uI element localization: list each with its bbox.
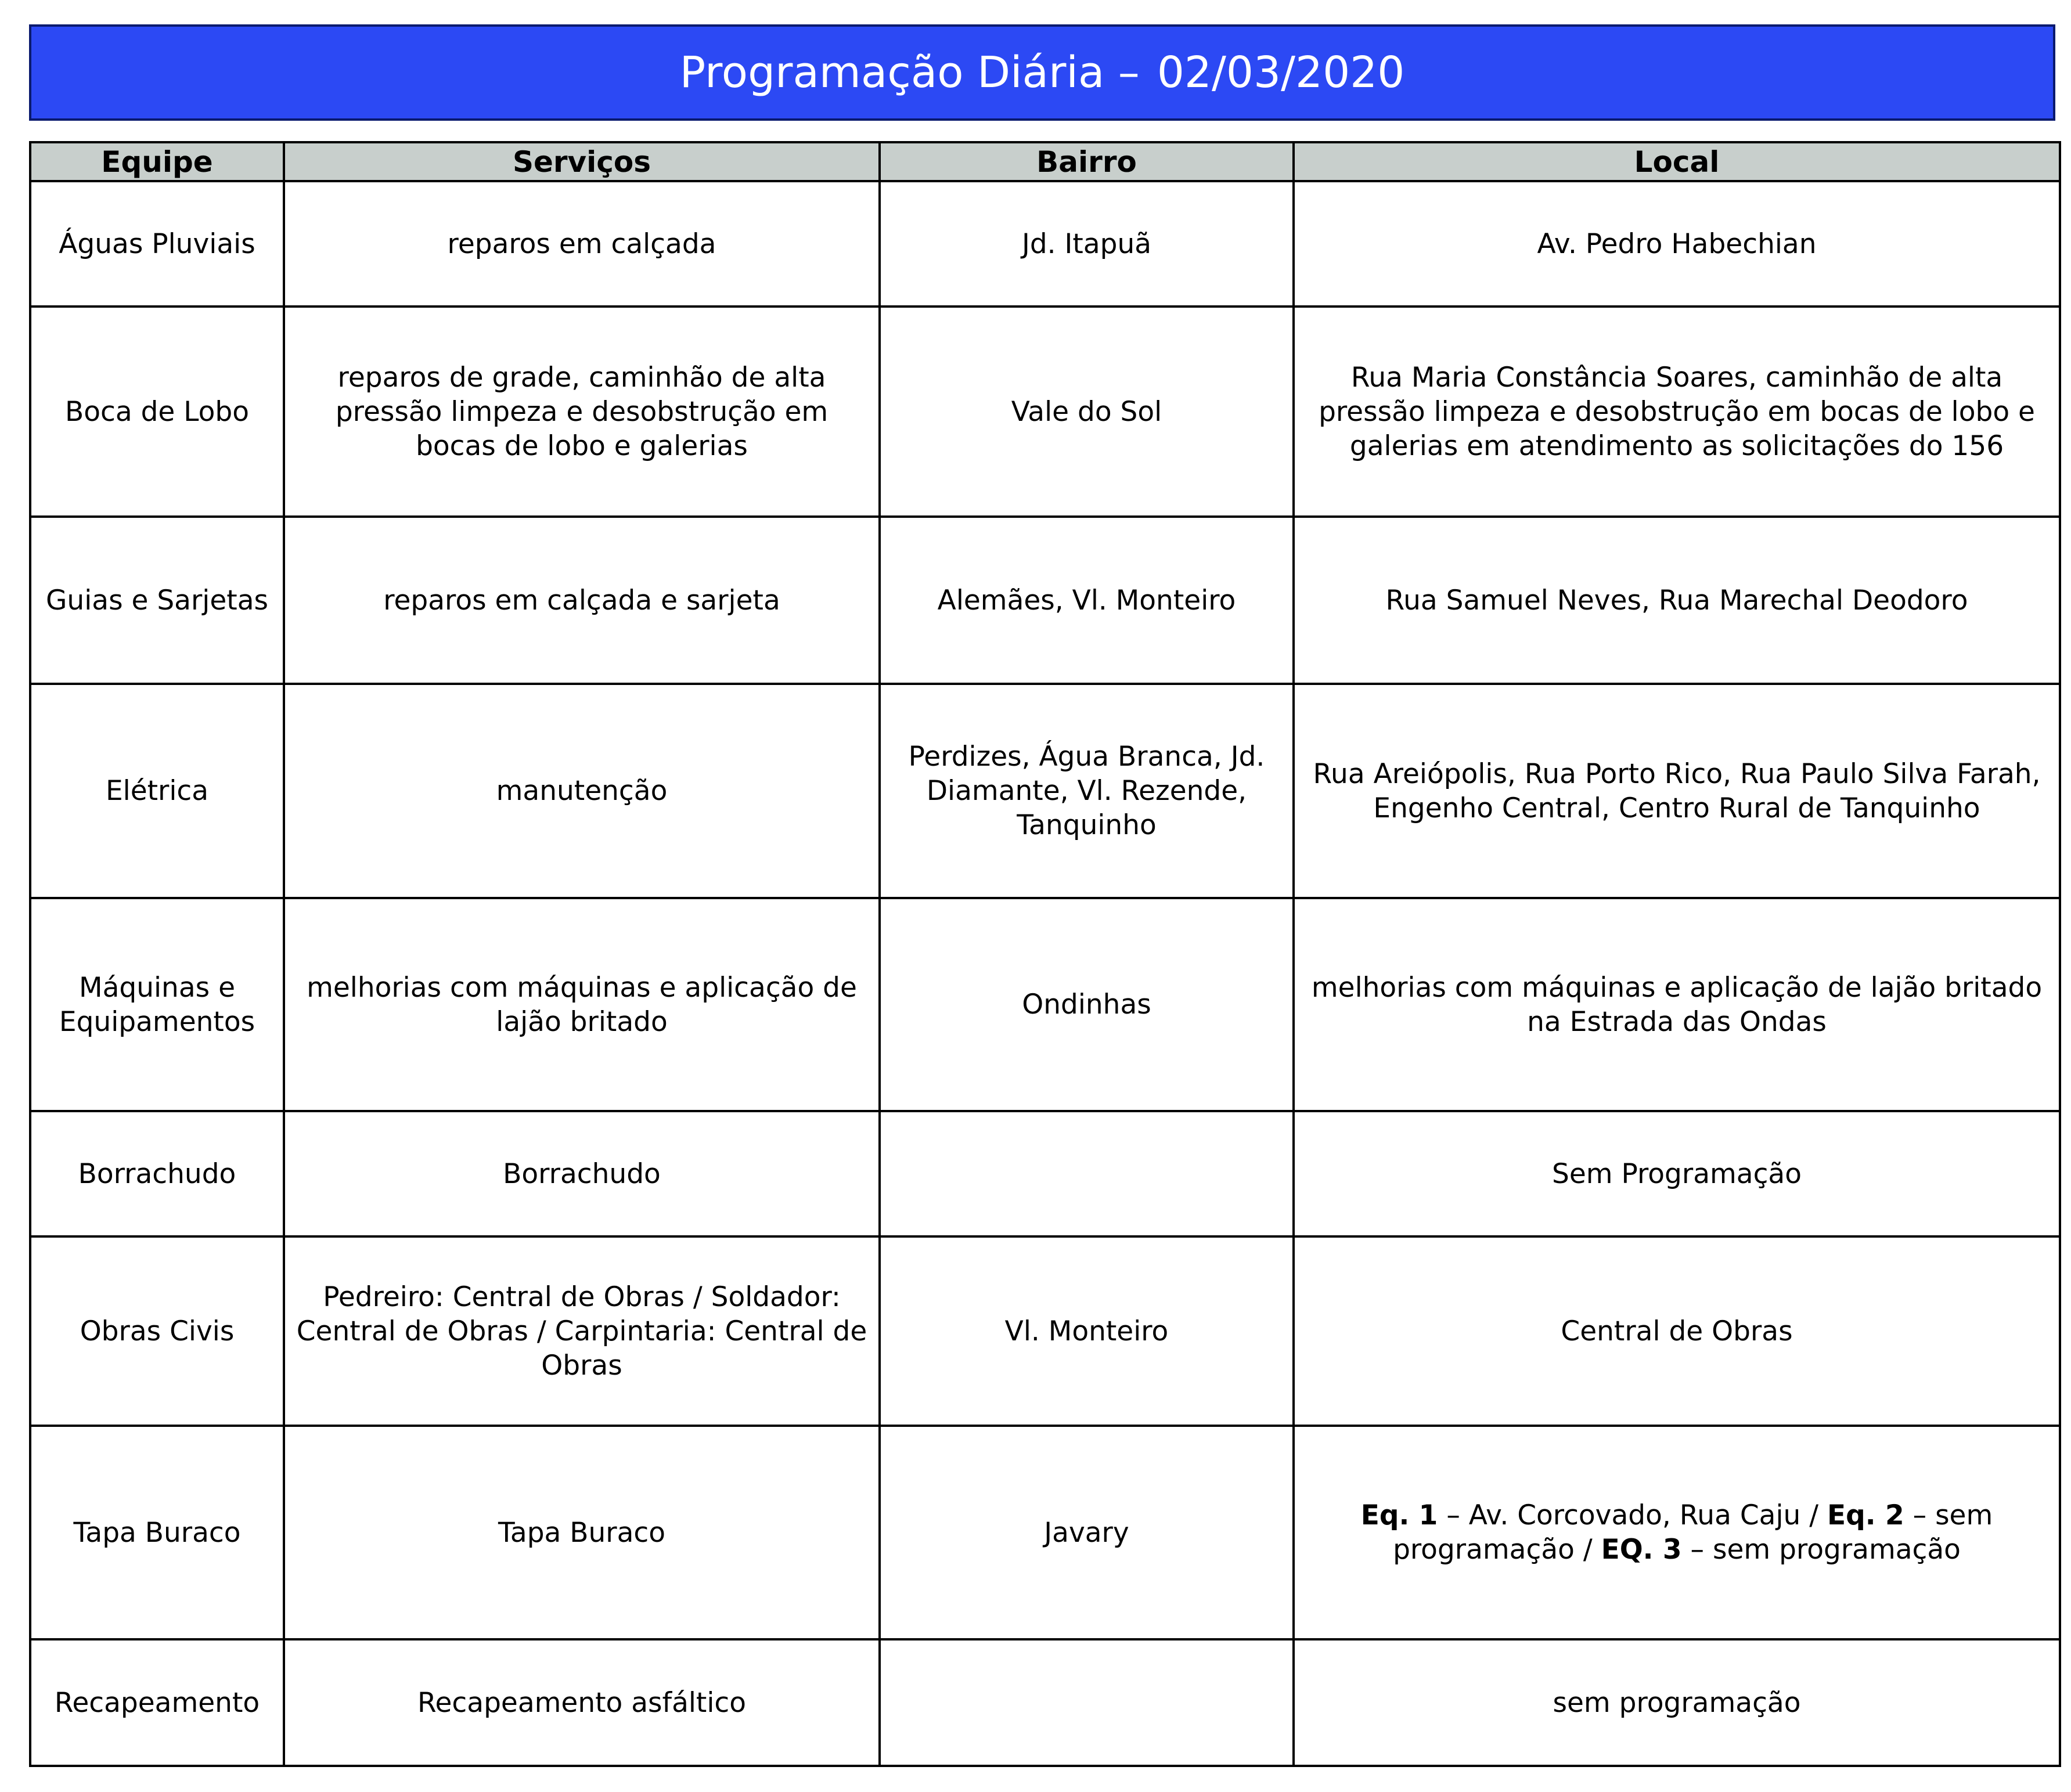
page-title: Programação Diária – [679, 48, 1140, 98]
cell-bairro [880, 1639, 1294, 1766]
table-row [30, 307, 2060, 517]
schedule-table [29, 141, 2061, 1767]
team-3-label: EQ. 3 [1601, 1534, 1682, 1566]
cell-servicos: manutenção [284, 684, 880, 898]
cell-servicos: reparos de grade, caminhão de alta pressão limpeza e desobstrução em bocas de lobo e galerias [284, 307, 880, 517]
column-header-servicos: Serviços [284, 142, 880, 181]
cell-equipe: Guias e Sarjetas [30, 517, 284, 684]
cell-local [1294, 1426, 2060, 1639]
cell-equipe: Recapeamento [30, 1639, 284, 1766]
cell-local: Rua Samuel Neves, Rua Marechal Deodoro [1294, 517, 2060, 684]
cell-servicos: melhorias com máquinas e aplicação de lajão britado [284, 898, 880, 1111]
table-row [30, 1236, 2060, 1426]
table-row [30, 684, 2060, 898]
cell-local: Sem Programação [1294, 1111, 2060, 1236]
table-row [30, 1111, 2060, 1236]
table-header-row [30, 142, 2060, 181]
cell-local: Rua Maria Constância Soares, caminhão de alta pressão limpeza e desobstrução em bocas de lobo e galerias em atendimento as solicitações do 156 [1294, 307, 2060, 517]
cell-equipe: Borrachudo [30, 1111, 284, 1236]
cell-equipe: Tapa Buraco [30, 1426, 284, 1639]
cell-bairro: Ondinhas [880, 898, 1294, 1111]
cell-equipe: Máquinas e Equipamentos [30, 898, 284, 1111]
cell-bairro: Jd. Itapuã [880, 181, 1294, 307]
team-3-text: – sem programação [1681, 1534, 1961, 1566]
cell-servicos: reparos em calçada e sarjeta [284, 517, 880, 684]
page-title-bar [29, 24, 2055, 121]
cell-servicos: reparos em calçada [284, 181, 880, 307]
cell-equipe: Boca de Lobo [30, 307, 284, 517]
cell-servicos: Borrachudo [284, 1111, 880, 1236]
cell-equipe: Águas Pluviais [30, 181, 284, 307]
cell-equipe: Elétrica [30, 684, 284, 898]
table-row [30, 1639, 2060, 1766]
column-header-bairro: Bairro [880, 142, 1294, 181]
cell-bairro: Perdizes, Água Branca, Jd. Diamante, Vl. Rezende, Tanquinho [880, 684, 1294, 898]
team-2-label: Eq. 2 [1827, 1499, 1904, 1531]
cell-local: Av. Pedro Habechian [1294, 181, 2060, 307]
schedule-date: 02/03/2020 [1157, 48, 1405, 98]
table-row [30, 1426, 2060, 1639]
cell-bairro: Vale do Sol [880, 307, 1294, 517]
cell-servicos: Tapa Buraco [284, 1426, 880, 1639]
cell-bairro: Vl. Monteiro [880, 1236, 1294, 1426]
cell-bairro: Javary [880, 1426, 1294, 1639]
team-2-text: – sem programação / [1393, 1499, 1993, 1566]
cell-local: Central de Obras [1294, 1236, 2060, 1426]
column-header-local: Local [1294, 142, 2060, 181]
cell-local: melhorias com máquinas e aplicação de lajão britado na Estrada das Ondas [1294, 898, 2060, 1111]
table-row [30, 517, 2060, 684]
team-1-label: Eq. 1 [1360, 1499, 1438, 1531]
table-row [30, 181, 2060, 307]
column-header-equipe: Equipe [30, 142, 284, 181]
cell-servicos: Recapeamento asfáltico [284, 1639, 880, 1766]
team-1-text: – Av. Corcovado, Rua Caju / [1438, 1499, 1828, 1531]
cell-equipe: Obras Civis [30, 1236, 284, 1426]
cell-local: sem programação [1294, 1639, 2060, 1766]
cell-local: Rua Areiópolis, Rua Porto Rico, Rua Paulo Silva Farah, Engenho Central, Centro Rural de Tanquinho [1294, 684, 2060, 898]
cell-bairro [880, 1111, 1294, 1236]
cell-servicos: Pedreiro: Central de Obras / Soldador: Central de Obras / Carpintaria: Central de Obras [284, 1236, 880, 1426]
table-row [30, 898, 2060, 1111]
cell-bairro: Alemães, Vl. Monteiro [880, 517, 1294, 684]
